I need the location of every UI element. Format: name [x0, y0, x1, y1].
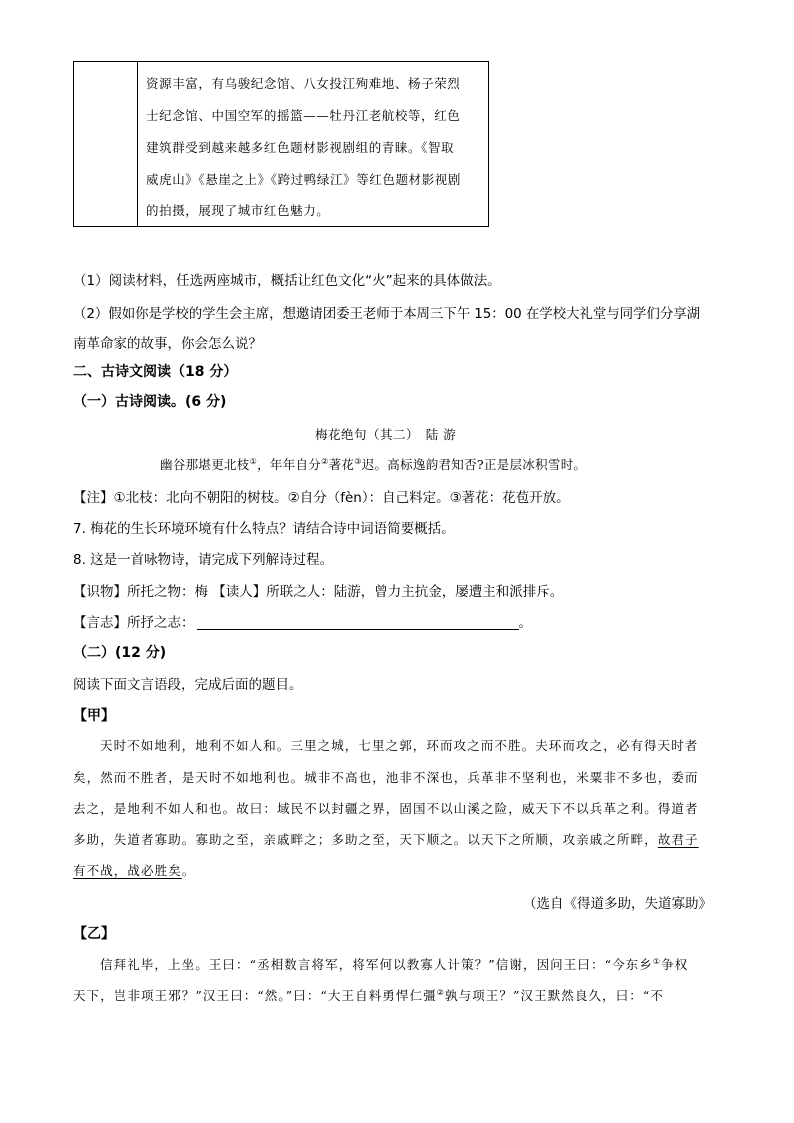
label-yi: 【乙】	[73, 926, 115, 942]
jia-line: 天时不如地利，地利不如人和。三里之城，七里之郭，环而攻之而不胜。夫环而攻之，必有得天时者	[100, 738, 699, 753]
underlined-sentence: 有不战，战必胜矣	[73, 863, 182, 878]
table-line: 士纪念馆、中国空军的摇篮——牡丹江老航校等，红色	[146, 108, 461, 123]
question-2-line2: 南革命家的故事，你会怎么说？	[73, 336, 262, 352]
question-1: （1）阅读材料，任选两座城市，概括让红色文化“火”起来的具体做法。	[73, 273, 501, 289]
table-divider	[137, 62, 138, 226]
table-line: 建筑群受到越来越多红色题材影视剧组的青睐。《智取	[146, 140, 455, 155]
table-line: 的拍摄，展现了城市红色魅力。	[146, 203, 330, 218]
answer-blank[interactable]	[197, 615, 519, 630]
section-heading: 二、古诗文阅读（18 分）	[73, 364, 238, 380]
material-table	[73, 61, 489, 227]
question-8: 8. 这是一首咏物诗，请完成下列解诗过程。	[73, 552, 334, 568]
poem-title: 梅花绝句（其二） 陆 游	[315, 427, 457, 442]
jia-line: 多助，失道者寡助。寡助之至，亲戚畔之；多助之至，天下顺之。以天下之所顺，攻亲戚之所畔，故君子	[73, 832, 699, 847]
source-note: （选自《得道多助，失道寡助》	[523, 896, 712, 912]
table-line: 资源丰富，有乌骏纪念馆、八女投江殉难地、杨子荣烈	[146, 76, 461, 91]
subsection-heading: （一）古诗阅读。(6 分)	[73, 394, 227, 410]
jia-line: 矣，然而不胜者，是天时不如地利也。城非不高也，池非不深也，兵革非不坚利也，米粟非不多也，委而	[73, 770, 699, 785]
jia-line: 有不战，战必胜矣。	[73, 863, 196, 878]
yi-line: 信拜礼毕，上坐。王曰：“丞相数言将军，将军何以教寡人计策？”信谢，因问王曰：“今东乡①争权	[100, 957, 689, 972]
underlined-sentence: 故君子	[657, 832, 699, 847]
poem-body: 幽谷那堪更北枝①，年年自分②著花③迟。高标逸韵君知否?正是层冰积雪时。	[160, 457, 587, 472]
subsection-heading-2: （二）(12 分)	[73, 645, 167, 661]
question-7: 7. 梅花的生长环境环境有什么特点？请结合诗中词语简要概括。	[73, 521, 455, 537]
table-line: 威虎山》《悬崖之上》《跨过鸭绿江》等红色题材影视剧	[146, 172, 462, 187]
question-8-shiwu: 【识物】所托之物：梅 【读人】所联之人：陆游，曾力主抗金，屡遭主和派排斥。	[73, 584, 564, 600]
label-jia: 【甲】	[73, 708, 115, 724]
jia-line: 去之，是地利不如人和也。故曰：域民不以封疆之界，固国不以山溪之险，威天下不以兵革之利。得道者	[73, 801, 699, 816]
yi-line: 天下，岂非项王邪？”汉王曰：“然。”曰：“大王自料勇悍仁彊②孰与项王？”汉王默然良久，曰：“不	[73, 988, 664, 1003]
question-8-yanzhi: 【言志】所抒之志： 。	[73, 615, 532, 631]
question-2-line1: （2）假如你是学校的学生会主席，想邀请团委王老师于本周三下午 15：00 在学校大礼堂与同学们分享湖	[73, 306, 701, 322]
poem-note: 【注】①北枝：北向不朝阳的树枝。②自分（fèn）：自己料定。③著花：花苞开放。	[73, 490, 570, 506]
reading-intro: 阅读下面文言语段，完成后面的题目。	[73, 677, 303, 693]
